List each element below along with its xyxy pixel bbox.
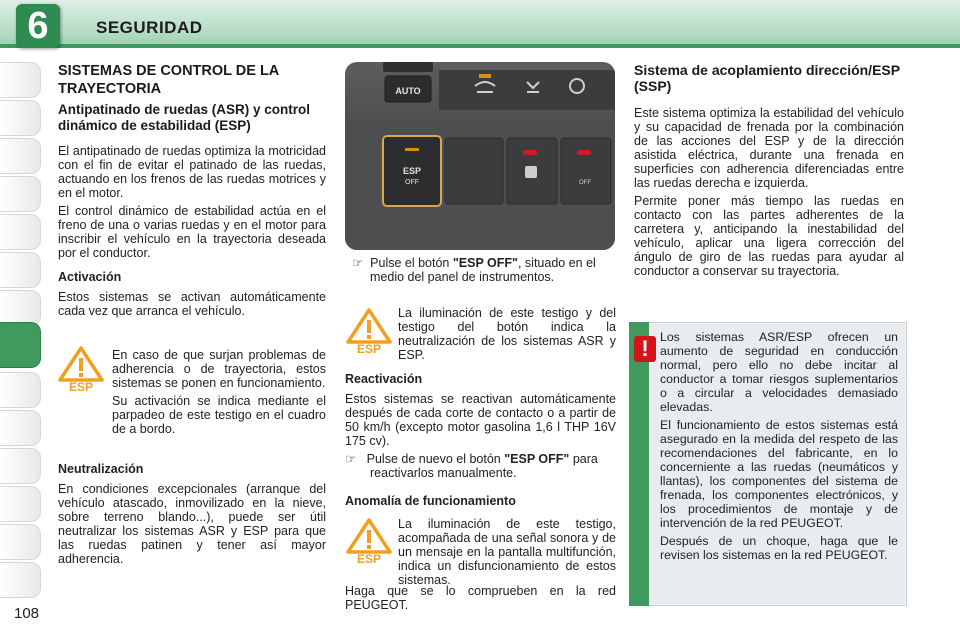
instruction1-block [352,256,616,288]
activation-text: Estos sistemas se activan automáticamente cada vez que arranca el vehículo. [58,290,326,318]
instruction2-prefix: Pulse de nuevo el botón [366,452,505,466]
ssp-paragraph-1: Este sistema optimiza la estabilidad del vehículo y su capacidad de frenada por la combinación de las acciones del ESP y de la dirección asistida eléctrica, durante una frenada en superficies con adherencia diferenciadas entre las ruedas derecha e izquierda. [634,106,904,190]
esp-button-label: ESP [402,166,422,176]
chapter-tab-7[interactable] [0,290,41,326]
warning1-text: En caso de que surjan problemas de adherencia o de trayectoria, estos sistemas se ponen en funcionamiento. [112,348,326,390]
neutralization-text: En condiciones excepcionales (arranque del vehículo atascado, inmovilizado en la nieve, sobre terreno blando...), puede ser útil neutralizar los sistemas ASR y ESP para que las ruedas patinen y tener así mayor adherencia. [58,482,326,566]
instruction1-prefix: Pulse el botón [370,256,453,270]
chapter-tab-5[interactable] [0,214,41,250]
instruction1-suffix: , situado en el medio del panel de instrumentos. [370,256,596,284]
page-number: 108 [14,605,40,622]
esp-off-button-photo [345,62,615,250]
warning1-text-2: Su activación se indica mediante el parpadeo de este testigo en el cuadro de a bordo. [112,394,326,436]
chapter-number-badge: 6 [16,4,60,48]
malfunction-text-2: Haga que se lo comprueben en la red PEUGEOT. [345,584,616,612]
note-paragraph-1: Los sistemas ASR/ESP ofrecen un aumento de seguridad en conducción normal, pero ello no debe incitar al conductor a tomar riesgos suplementarios o a circular a velocidades demasiado elevadas. [660,330,898,414]
safety-note-content [660,330,898,566]
malfunction-text: La iluminación de este testigo, acompañada de una señal sonora y de un mensaje en la pantalla multifunción, indica un disfuncionamiento de estos sistemas. [398,517,616,587]
chapter-tab-9[interactable] [0,372,41,408]
esp-button-off-label: OFF [405,179,419,186]
chapter-tab-12[interactable] [0,486,41,522]
chapter-tab-14[interactable] [0,562,41,598]
instruction1-bold: "ESP OFF" [452,256,518,270]
instruction2-bold: "ESP OFF" [504,452,570,466]
chapter-tab-2[interactable] [0,100,41,136]
warning2-text: La iluminación de este testigo y del testigo del botón indica la neutralización de los sistemas ASR y ESP. [398,306,616,362]
section-title: SISTEMAS DE CONTROL DE LA TRAYECTORIA [58,63,279,97]
subsection-title: Antipatinado de ruedas (ASR) y control dinámico de estabilidad (ESP) [58,102,311,133]
exclamation-icon: ! [634,336,656,362]
reactivation-block [345,372,616,514]
neutralization-block [58,462,326,570]
reactivation-text: Estos sistemas se reactivan automáticamente después de cada corte de contacto o a partir de 50 km/h (excepto motor gasolina 1,6 l THP 16V 175 cv). [345,392,616,448]
pointing-hand-icon: ☞ [345,452,367,466]
chapter-tab-3[interactable] [0,138,41,174]
left-column [58,62,326,322]
note-paragraph-3: Después de un choque, haga que le revisen los sistemas en la red PEUGEOT. [660,534,898,562]
esp-lamp-label: ESP [68,380,94,392]
chapter-tab-6[interactable] [0,252,41,288]
auto-button-label: AUTO [395,86,421,96]
reactivation-heading: Reactivación [345,372,423,386]
intro-paragraph-2: El control dinámico de estabilidad actúa en el freno de una o varias ruedas y en el motor para inscribir el vehículo en la trayectoria deseada por el conductor. [58,204,326,260]
intro-paragraph-1: El antipatinado de ruedas optimiza la motricidad con el fin de evitar el patinado de las ruedas, actuando en los frenos de las ruedas motrices y en el motor. [58,144,326,200]
instruction2 [345,452,616,480]
chapter-tab-4[interactable] [0,176,41,212]
instruction2-suffix: para reactivarlos manualmente. [370,452,598,480]
chapter-title: SEGURIDAD [96,18,203,37]
note-paragraph-2: El funcionamiento de estos sistemas está asegurado en la medida del respeto de las recomendaciones del fabricante, en lo concerniente a las ruedas (neumáticos y llantas), los componentes del sistema de frenada, los componentes electrónicos, y los procedimientos de montaje y de intervención de la red PEUGEOT. [660,418,898,530]
esp-lamp-label: ESP [356,342,382,354]
instruction1 [352,256,616,284]
malfunction-block [398,517,616,591]
ssp-title: Sistema de acoplamiento dirección/ESP (SSP) [634,62,900,94]
neutralization-heading: Neutralización [58,462,144,476]
pointing-hand-icon: ☞ [352,256,371,270]
ssp-paragraph-2: Permite poner más tiempo las ruedas en contacto con las partes adherentes de la carretera y, anticipando la inestabilidad del vehículo, aplicar una ligera corrección del ángulo de giro de las ruedas para ayudar al conductor a conservar su trayectoria. [634,194,904,278]
warning2-block [398,306,616,366]
esp-lamp-label: ESP [356,552,382,564]
chapter-tab-1[interactable] [0,62,41,98]
header-divider [0,44,960,48]
activation-heading: Activación [58,270,122,284]
esp-warning-lamp-icon [346,518,392,564]
chapter-tab-13[interactable] [0,524,41,560]
chapter-tab-10[interactable] [0,410,41,446]
chapter-tab-11[interactable] [0,448,41,484]
right-column [634,62,904,282]
dashboard-panel-illustration [345,62,615,250]
note-accent-bar [629,322,649,606]
malfunction-block-2 [345,584,616,616]
chapter-tab-active[interactable] [0,322,41,368]
warning1-block [112,348,326,440]
alarm-off-label: OFF [579,180,591,186]
esp-warning-lamp-icon [346,308,392,354]
esp-warning-lamp-icon [58,346,104,392]
malfunction-heading: Anomalía de funcionamiento [345,494,516,508]
